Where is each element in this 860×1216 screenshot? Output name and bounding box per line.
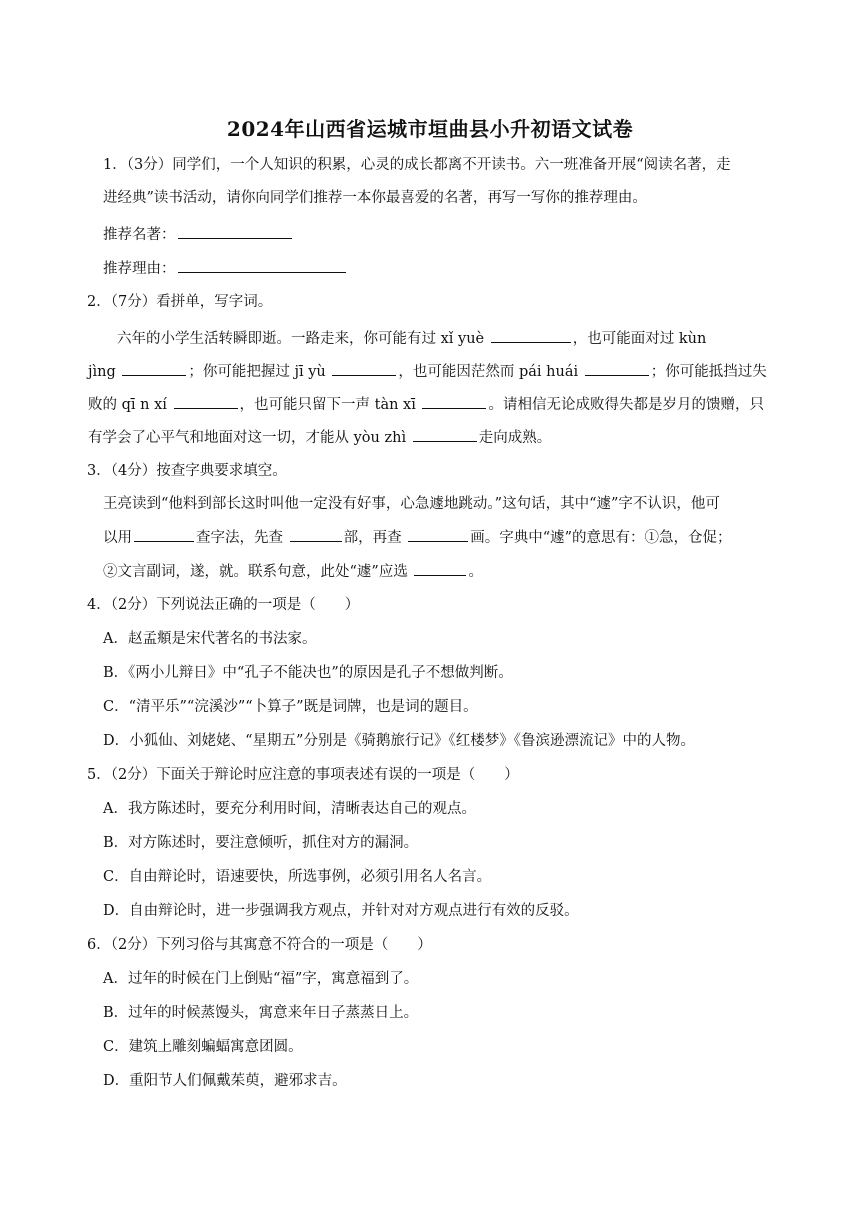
q1-book-row	[103, 224, 294, 245]
q5-head: 5．（2分）下面关于辩论时应注意的事项表述有误的一项是（ ）	[87, 767, 519, 783]
q3-blank-strokes[interactable]	[408, 527, 468, 542]
q2-text: ；你可能把握过 jī yù	[188, 364, 326, 380]
q2-text: 。请相信无论成败得失都是岁月的馈赠，只	[488, 397, 764, 413]
q2-blank-xiyue[interactable]	[491, 328, 571, 343]
q3-blank-meaning[interactable]	[414, 561, 466, 576]
q4-option-b[interactable]: B．《两小儿辩日》中“孔子不能决也”的原因是孔子不想做判断。	[103, 665, 513, 681]
q6-option-c[interactable]: C．建筑上雕刻蝙蝠寓意团圆。	[103, 1039, 303, 1055]
q6-option-d[interactable]: D．重阳节人们佩戴茱萸，避邪求吉。	[103, 1073, 347, 1089]
q3-text: 。	[468, 564, 483, 580]
q3-blank-radical[interactable]	[290, 527, 342, 542]
q2-line2	[88, 361, 767, 382]
q1-book-label: 推荐名著：	[103, 227, 176, 243]
q2-blank-jiyu[interactable]	[332, 361, 396, 376]
q2-text: 有学会了心平气和地面对这一切，才能从 yòu zhì	[88, 430, 407, 446]
q2-line3	[88, 394, 764, 415]
q2-text: 败的 qī n xí	[88, 397, 167, 413]
q2-text: ，也可能面对过 kùn	[572, 331, 707, 347]
q1-line2: 进经典”读书活动，请你向同学们推荐一本你最喜爱的名著，再写一写你的推荐理由。	[103, 190, 647, 206]
page-title: 2024年山西省运城市垣曲县小升初语文试卷	[226, 117, 634, 141]
q2-blank-qinxi[interactable]	[174, 394, 238, 409]
q2-blank-tanxi[interactable]	[422, 394, 486, 409]
q3-line1: 王亮读到“他料到部长这时叫他一定没有好事，心急遽地跳动。”这句话，其中“遽”字不认识，他可	[103, 496, 720, 512]
q6-option-b[interactable]: B．过年的时候蒸馒头，寓意来年日子蒸蒸日上。	[103, 1005, 419, 1021]
q4-option-a[interactable]: A．赵孟頫是宋代著名的书法家。	[103, 631, 317, 647]
q3-text: 查字法，先查	[196, 530, 283, 546]
q2-head: 2．（7分）看拼单，写字词。	[87, 294, 273, 310]
q3-text: 画。字典中“遽”的意思有：①急，仓促；	[470, 530, 732, 546]
q3-text: 以用	[103, 530, 132, 546]
q3-blank-method[interactable]	[134, 527, 194, 542]
q6-option-a[interactable]: A．过年的时候在门上倒贴“福”字，寓意福到了。	[103, 971, 419, 987]
q2-text: ，也可能因茫然而 pái huái	[398, 364, 579, 380]
q4-head: 4．（2分）下列说法正确的一项是（ ）	[87, 597, 360, 613]
q5-option-a[interactable]: A．我方陈述时，要充分利用时间，清晰表达自己的观点。	[103, 801, 476, 817]
q5-option-c[interactable]: C．自由辩论时，语速要快，所选事例，必须引用名人名言。	[103, 869, 492, 885]
q3-line2	[103, 527, 732, 548]
q2-blank-youzhi[interactable]	[413, 427, 477, 442]
q3-text: 部，再查	[343, 530, 402, 546]
q3-line3	[103, 561, 483, 582]
q2-text: jìng	[88, 364, 116, 380]
q6-head: 6．（2分）下列习俗与其寓意不符合的一项是（ ）	[87, 937, 432, 953]
q3-head: 3．（4分）按查字典要求填空。	[87, 463, 287, 479]
q4-option-c[interactable]: C．“清平乐”“浣溪沙”“卜算子”既是词牌，也是词的题目。	[103, 699, 478, 715]
q2-text: ，也可能只留下一声 tàn xī	[239, 397, 416, 413]
q4-option-d[interactable]: D．小狐仙、刘姥姥、“星期五”分别是《骑鹅旅行记》《红楼梦》《鲁滨逊漂流记》中的人物。	[103, 733, 695, 749]
q1-book-blank[interactable]	[178, 224, 292, 239]
q2-blank-kunjing[interactable]	[122, 361, 186, 376]
q2-text: ；你可能抵挡过失	[650, 364, 767, 380]
q1-line1: 1．（3分）同学们，一个人知识的积累，心灵的成长都离不开读书。六一班准备开展“阅读名著，走	[103, 157, 731, 173]
q3-text: ②文言副词，遂，就。联系句意，此处“遽”应选	[103, 564, 408, 580]
q1-reason-blank[interactable]	[178, 258, 346, 273]
q2-line1	[117, 328, 706, 349]
q5-option-d[interactable]: D．自由辩论时，进一步强调我方观点，并针对对方观点进行有效的反驳。	[103, 903, 579, 919]
q5-option-b[interactable]: B．对方陈述时，要注意倾听，抓住对方的漏洞。	[103, 835, 419, 851]
q2-blank-paihuai[interactable]	[585, 361, 649, 376]
q2-line4	[88, 427, 551, 448]
q2-text: 走向成熟。	[478, 430, 552, 446]
q2-text: 六年的小学生活转瞬即逝。一路走来，你可能有过 xǐ yuè	[117, 331, 485, 347]
q1-reason-row	[103, 258, 348, 279]
q1-reason-label: 推荐理由：	[103, 261, 176, 277]
